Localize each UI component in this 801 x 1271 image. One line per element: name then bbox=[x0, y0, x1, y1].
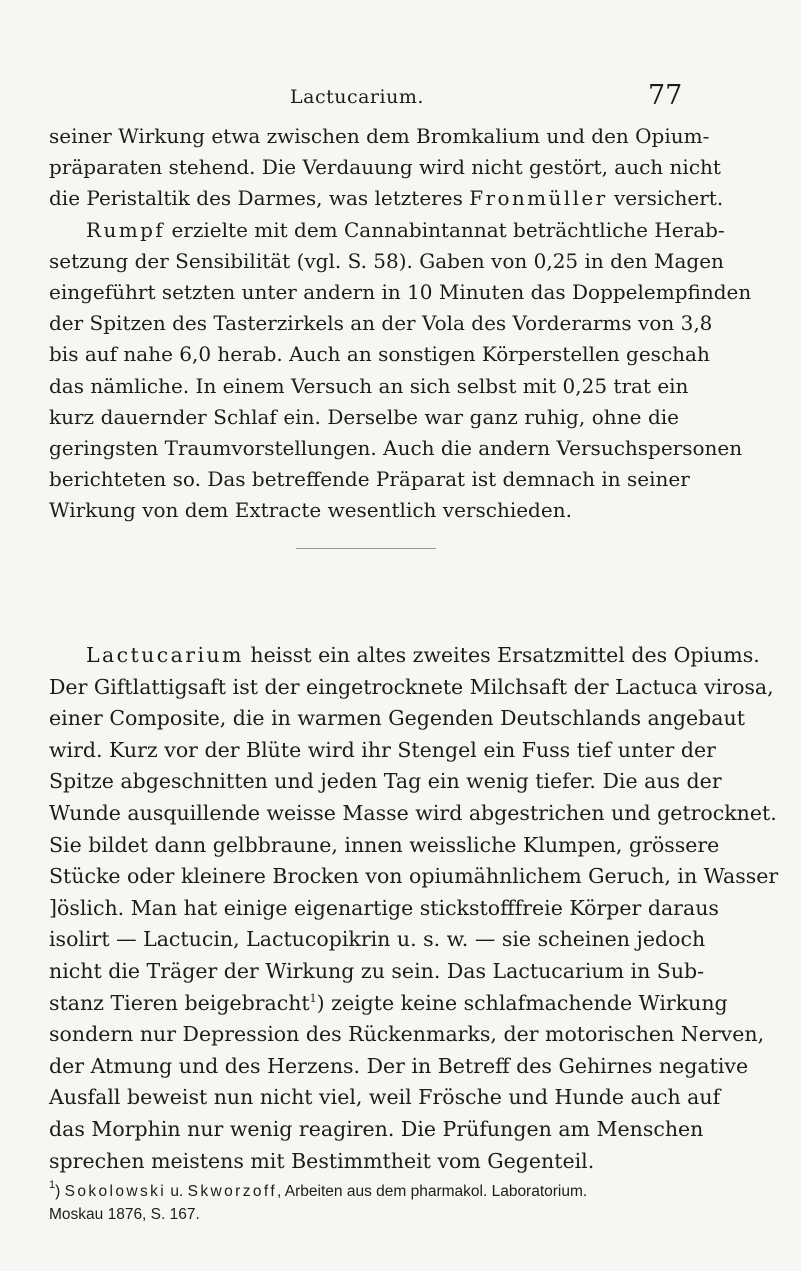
author-name: Sokolowski bbox=[64, 1183, 167, 1200]
text-line: bis auf nahe 6,0 herab. Auch an sonstigen Körperstellen geschah bbox=[49, 342, 710, 367]
section-keyword: Lactucarium bbox=[86, 643, 244, 667]
text-line: Spitze abgeschnitten und jeden Tag ein wenig tiefer. Die aus der bbox=[49, 769, 722, 794]
text-line: das nämliche. In einem Versuch an sich selbst mit 0,25 trat ein bbox=[49, 373, 689, 398]
text-line: isolirt — Lactucin, Lactucopikrin u. s. w. — sie scheinen jedoch bbox=[49, 927, 706, 952]
text-segment: erzielte mit dem Cannabintannat beträchtliche Herab- bbox=[171, 217, 725, 242]
section-divider bbox=[296, 548, 436, 549]
footnote-marker: 1 bbox=[49, 1179, 56, 1191]
text-line: Wirkung von dem Extracte wesentlich verschieden. bbox=[49, 498, 572, 523]
running-title: Lactucarium. bbox=[290, 86, 424, 108]
text-segment: versichert. bbox=[613, 186, 724, 211]
text-segment: heisst ein altes zweites Ersatzmittel des Opiums. bbox=[250, 643, 760, 667]
footnote-line: Moskau 1876, S. 167. bbox=[49, 1206, 200, 1223]
footnote-reference[interactable]: 1 bbox=[309, 991, 317, 1005]
text-line: wird. Kurz vor der Blüte wird ihr Stengel ein Fuss tief unter der bbox=[49, 737, 716, 762]
author-name: Fronmüller bbox=[469, 186, 608, 211]
text-line: Sie bildet dann gelbbraune, innen weissliche Klumpen, grössere bbox=[49, 832, 720, 857]
text-line: Stücke oder kleinere Brocken von opiumähnlichem Geruch, in Wasser bbox=[49, 864, 779, 889]
text-line: kurz dauernder Schlaf ein. Derselbe war ganz ruhig, ohne die bbox=[49, 404, 679, 429]
text-segment: die Peristaltik des Darmes, was letzteres bbox=[49, 186, 463, 211]
text-segment: , Arbeiten aus dem pharmakol. Laboratorium. bbox=[277, 1183, 588, 1200]
text-line: nicht die Träger der Wirkung zu sein. Das Lactucarium in Sub- bbox=[49, 958, 705, 983]
text-line: einer Composite, die in warmen Gegenden Deutschlands angebaut bbox=[49, 706, 745, 731]
author-name: Rumpf bbox=[86, 217, 166, 242]
text-line: geringsten Traumvorstellungen. Auch die andern Versuchspersonen bbox=[49, 436, 743, 461]
text-line: der Atmung und des Herzens. Der in Betreff des Gehirnes negative bbox=[49, 1053, 749, 1078]
text-line: Wunde ausquillende weisse Masse wird abgestrichen und getrocknet. bbox=[49, 800, 777, 825]
text-line: der Spitzen des Tasterzirkels an der Vola des Vorderarms von 3,8 bbox=[49, 311, 713, 336]
text-line: setzung der Sensibilität (vgl. S. 58). Gaben von 0,25 in den Magen bbox=[49, 248, 724, 273]
page-number: 77 bbox=[648, 80, 683, 111]
text-line: Ausfall beweist nun nicht viel, weil Frösche und Hunde auch auf bbox=[49, 1085, 721, 1110]
text-line: eingeführt setzten unter andern in 10 Minuten das Doppelempfinden bbox=[49, 280, 752, 305]
text-segment: ) bbox=[55, 1183, 65, 1200]
text-line bbox=[49, 183, 724, 214]
author-name: Skworzoff bbox=[187, 1183, 278, 1200]
text-line: seiner Wirkung etwa zwischen dem Bromkalium und den Opium- bbox=[49, 124, 710, 148]
footnote bbox=[49, 1180, 679, 1226]
text-line: ]öslich. Man hat einige eigenartige stickstofffreie Körper daraus bbox=[49, 895, 719, 920]
text-line bbox=[49, 640, 760, 672]
text-line: präparaten stehend. Die Verdauung wird nicht gestört, auch nicht bbox=[49, 155, 721, 180]
text-segment: ) zeigte keine schlafmachende Wirkung bbox=[316, 990, 728, 1015]
paragraph-bromkalium-comparison bbox=[49, 121, 752, 527]
text-line: sprechen meistens mit Bestimmtheit vom Gegenteil. bbox=[49, 1148, 595, 1173]
text-segment: stanz Tieren beigebracht bbox=[49, 990, 310, 1015]
text-segment: u. bbox=[166, 1183, 188, 1200]
footnote-line bbox=[49, 1180, 679, 1203]
running-head bbox=[0, 80, 801, 116]
text-line: sondern nur Depression des Rückenmarks, der motorischen Nerven, bbox=[49, 1022, 765, 1047]
text-line: Der Giftlattigsaft ist der eingetrocknete Milchsaft der Lactuca virosa, bbox=[49, 674, 774, 699]
paragraph-lactucarium bbox=[49, 640, 779, 1177]
text-line: berichteten so. Das betreffende Präparat ist demnach in seiner bbox=[49, 467, 690, 492]
text-line bbox=[49, 988, 728, 1020]
text-line bbox=[49, 215, 725, 246]
text-line: das Morphin nur wenig reagiren. Die Prüfungen am Menschen bbox=[49, 1116, 704, 1141]
